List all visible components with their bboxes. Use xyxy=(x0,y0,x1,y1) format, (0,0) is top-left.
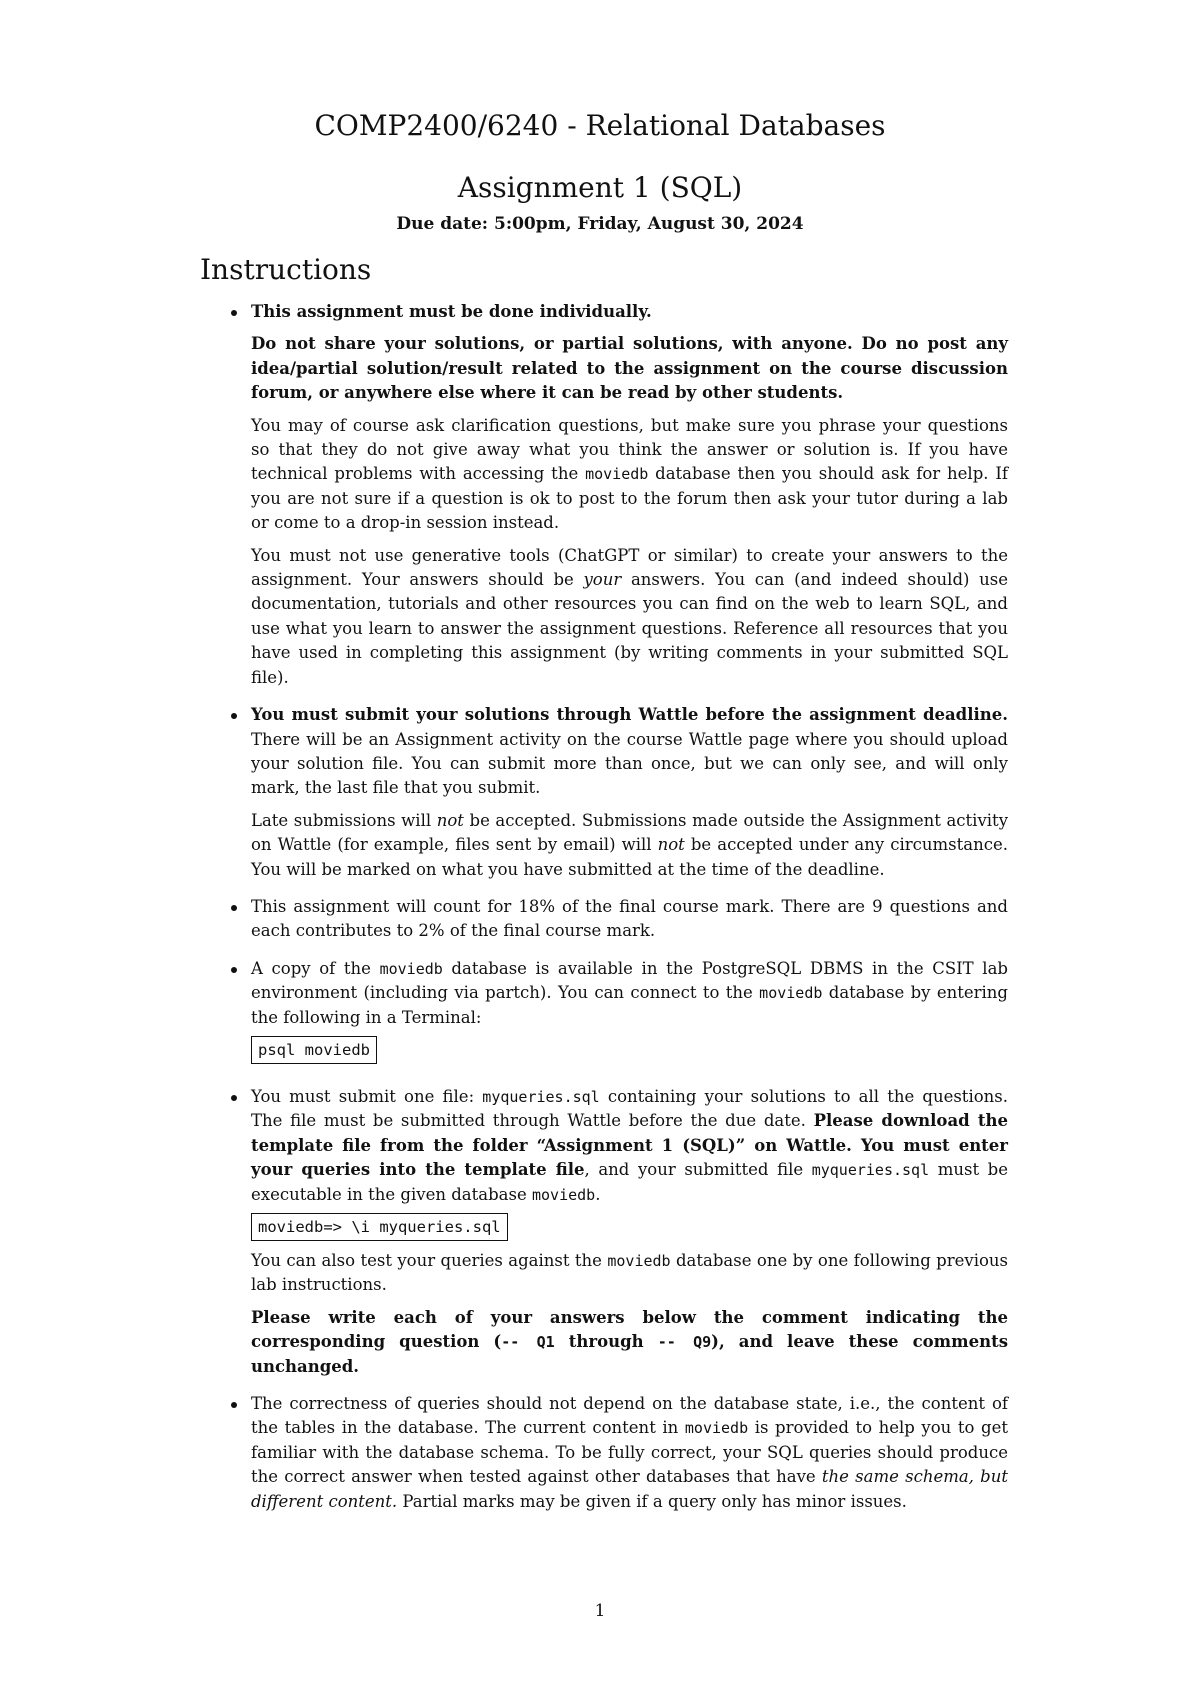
list-item xyxy=(200,703,1008,882)
testing-paragraph: You can also test your queries against the moviedb database one by one following previous lab instructions. xyxy=(251,1251,1008,1295)
no-sharing-warning: Do not share your solutions, or partial solutions, with anyone. Do no post any idea/partial solution/result related to the assignment on the course discussion forum, or anywhere else where it can be read by other students. xyxy=(251,334,1008,403)
due-date: Due date: 5:00pm, Friday, August 30, 2024 xyxy=(396,214,804,234)
correctness-paragraph: The correctness of queries should not depend on the database state, i.e., the content of the tables in the database. The current content in moviedb is provided to help you to get familiar with the database schema. To be fully correct, your SQL queries should produce the correct answer when tested against other databases that have the same schema, but different content. Partial marks may be given if a query only has minor issues. xyxy=(251,1394,1008,1511)
instructions-body xyxy=(200,300,1008,1527)
list-item xyxy=(200,300,1008,690)
bullet-icon xyxy=(231,1095,237,1101)
submission-paragraph: You must submit your solutions through Wattle before the assignment deadline. There will be an Assignment activity on the course Wattle page where you should upload your solution file. You can submit more than once, but we can only see, and will only mark, the last file that you submit. xyxy=(251,705,1008,798)
late-submission-paragraph: Late submissions will not be accepted. Submissions made outside the Assignment activity on Wattle (for example, files sent by email) will not be accepted under any circumstance. You will be marked on what you have submitted at the time of the deadline. xyxy=(251,810,1009,879)
section-heading: Instructions xyxy=(200,253,372,286)
database-access-paragraph: A copy of the moviedb database is available in the PostgreSQL DBMS in the CSIT lab environment (including via partch). You can connect to the moviedb database by entering the following in a Terminal: xyxy=(251,958,1008,1027)
bullet-icon xyxy=(231,1402,237,1408)
comment-format-paragraph: Please write each of your answers below the comment indicating the corresponding question (-- Q1 through -- Q9), and leave these comments unchanged. xyxy=(251,1307,1008,1376)
mark-weight-paragraph: This assignment will count for 18% of the final course mark. There are 9 questions and each contributes to 2% of the final course mark. xyxy=(251,896,1008,941)
page-number: 1 xyxy=(594,1601,606,1621)
document-title: COMP2400/6240 - Relational Databases xyxy=(314,109,886,142)
bullet-icon xyxy=(231,905,237,911)
list-item xyxy=(200,957,1008,1072)
generative-tools-paragraph: You must not use generative tools (ChatGPT or similar) to create your answers to the assignment. Your answers should be your answers. You can (and indeed should) use documentation, tutorials and other resources you can find on the web to learn SQL, and use what you learn to answer the assignment questions. Reference all resources that you have used in completing this assignment (by writing comments in your submitted SQL file). xyxy=(251,545,1009,687)
assignment-title: Assignment 1 (SQL) xyxy=(457,171,743,204)
clarification-paragraph: You may of course ask clarification questions, but make sure you phrase your questions so that they do not give away what you think the answer or solution is. If you have technical problems with accessing the moviedb database then you should ask for help. If you are not sure if a question is ok to post to the forum then ask your tutor during a lab or come to a drop-in session instead. xyxy=(251,415,1008,533)
submission-file-paragraph: You must submit one file: myqueries.sql containing your solutions to all the questions. The file must be submitted through Wattle before the due date. Please download the template file from the folder “Assignment 1 (SQL)” on Wattle. You must enter your queries into the template file, and your submitted file myqueries.sql must be executable in the given database moviedb. xyxy=(251,1086,1009,1204)
bullet-icon xyxy=(231,713,237,719)
psql-command-box: psql moviedb xyxy=(251,1036,377,1064)
instruction-list xyxy=(200,300,1008,1514)
list-item xyxy=(200,1085,1008,1379)
list-item xyxy=(200,1392,1008,1514)
list-item xyxy=(200,895,1008,944)
run-script-command-box: moviedb=> \i myqueries.sql xyxy=(251,1213,508,1241)
bullet-icon xyxy=(231,967,237,973)
individual-work-notice: This assignment must be done individually. xyxy=(251,302,652,321)
bullet-icon xyxy=(231,310,237,316)
